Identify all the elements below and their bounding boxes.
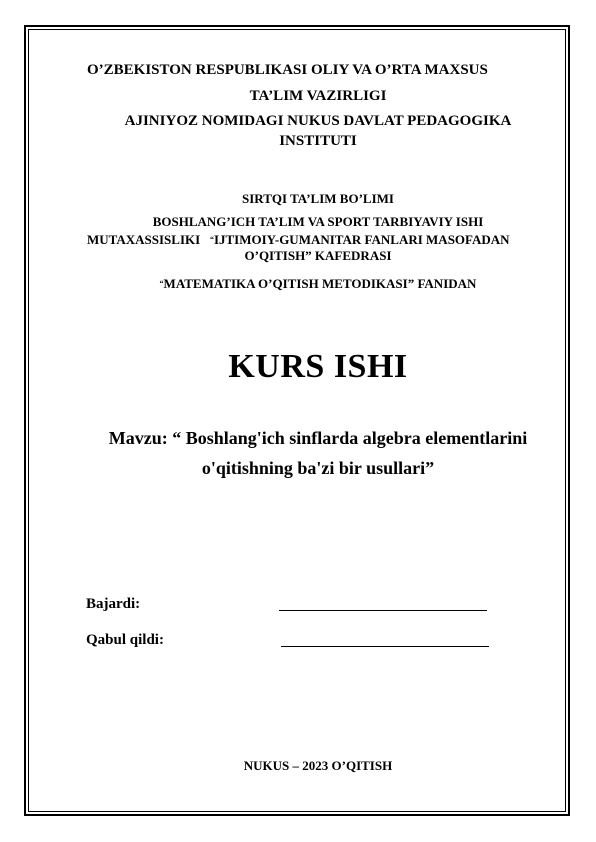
done-by-label: Bajardi: — [86, 596, 141, 612]
specialty-line-3: O’QITISH” KAFEDRASI — [244, 248, 392, 263]
topic-line-2: o'qitishning ba'zi bir usullari” — [201, 458, 435, 478]
done-by-signature-line — [279, 610, 487, 611]
specialty-label: MUTAXASSISLIKI — [87, 232, 201, 247]
subject-open-quote: “ — [159, 279, 164, 288]
accepted-by-label: Qabul qildi: — [86, 632, 164, 648]
accepted-by-signature-line — [281, 646, 489, 647]
institute-line-2: INSTITUTI — [279, 133, 357, 149]
topic-line-1: Mavzu: “ Boshlang'ich sinflarda algebra elementlarini — [108, 428, 528, 448]
footer-place-year: NUKUS – 2023 O’QITISH — [243, 758, 393, 773]
document-title: KURS ISHI — [228, 348, 408, 385]
section-name: SIRTQI TA’LIM BO’LIMI — [242, 191, 394, 206]
department-name-line-1: IJTIMOIY-GUMANITAR FANLARI MASOFADAN — [213, 232, 510, 247]
subject-name: MATEMATIKA O’QITISH METODIKASI” FANIDAN — [163, 276, 477, 291]
subject-line — [40, 276, 596, 292]
ministry-line-1: O’ZBEKISTON RESPUBLIKASI OLIY VA O’RTA MAXSUS — [87, 62, 488, 78]
specialty-line-1: BOSHLANG’ICH TA’LIM VA SPORT TARBIYAVIY ISHI — [152, 214, 484, 229]
ministry-line-2: TA’LIM VAZIRLIGI — [249, 88, 387, 104]
specialty-open-quote: “ — [209, 235, 214, 244]
specialty-line-2 — [87, 232, 510, 248]
institute-line-1: AJINIYOZ NOMIDAGI NUKUS DAVLAT PEDAGOGIKA — [124, 113, 512, 129]
